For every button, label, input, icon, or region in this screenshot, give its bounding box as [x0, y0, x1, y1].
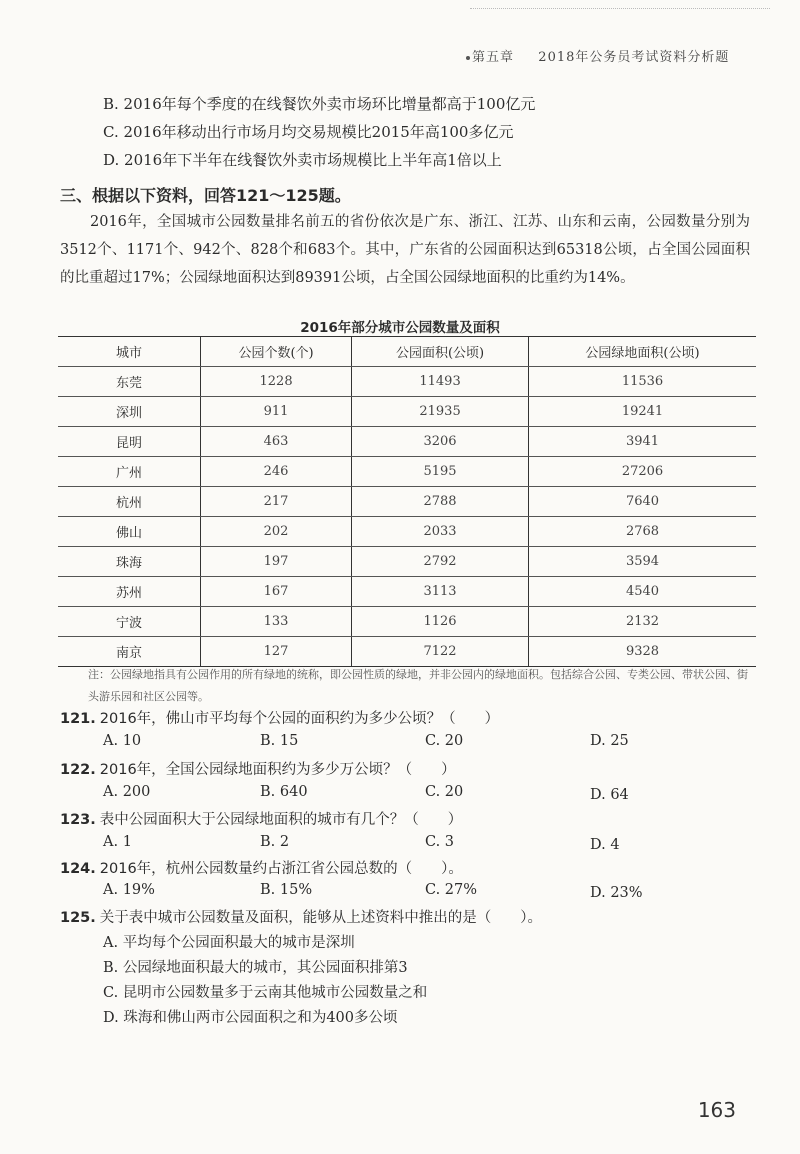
table-title: 2016年部分城市公园数量及面积 — [300, 320, 500, 336]
question-number: 123. — [60, 812, 96, 828]
col-header-park-area: 公园面积(公顷) — [352, 337, 529, 367]
green-area-cell: 3941 — [528, 427, 756, 457]
question-123 — [60, 808, 462, 829]
question-text: 表中公园面积大于公园绿地面积的城市有几个？（ ） — [99, 812, 463, 828]
table-row — [58, 397, 756, 427]
q124-option-a: A. 19% — [103, 882, 155, 898]
green-area-cell: 2768 — [528, 517, 756, 547]
table-row — [58, 517, 756, 547]
city-cell: 广州 — [58, 457, 201, 487]
q123-option-d: D. 4 — [590, 837, 620, 853]
park-count-cell: 197 — [201, 547, 352, 577]
q122-option-d: D. 64 — [590, 787, 629, 803]
q125-option-c: C. 昆明市公园数量多于云南其他城市公园数量之和 — [103, 985, 428, 1001]
col-header-park-count: 公园个数(个) — [201, 337, 352, 367]
book-title: 2018年公务员考试资料分析题 — [538, 50, 730, 65]
q125-option-d: D. 珠海和佛山两市公园面积之和为400多公顷 — [103, 1010, 398, 1026]
table-row — [58, 607, 756, 637]
table-row — [58, 367, 756, 397]
table-row — [58, 637, 756, 667]
city-cell: 珠海 — [58, 547, 201, 577]
park-area-cell: 3113 — [352, 577, 529, 607]
q124-option-b: B. 15% — [260, 882, 313, 898]
table-note: 注：公园绿地指具有公园作用的所有绿地的统称，即公园性质的绿地，并非公园内的绿地面积。包括综合公园、专类公园、带状公园、街头游乐园和社区公园等。 — [88, 668, 748, 703]
header-bullet-icon — [466, 56, 470, 60]
park-count-cell: 202 — [201, 517, 352, 547]
q124-option-d: D. 23% — [590, 885, 643, 901]
table-header-row — [58, 337, 756, 367]
park-count-cell: 463 — [201, 427, 352, 457]
q122-option-b: B. 640 — [260, 784, 308, 800]
park-area-cell: 3206 — [352, 427, 529, 457]
park-area-cell: 2788 — [352, 487, 529, 517]
question-121 — [60, 707, 499, 728]
q121-option-d: D. 25 — [590, 733, 629, 749]
q125-option-b: B. 公园绿地面积最大的城市，其公园面积排第3 — [103, 960, 408, 976]
green-area-cell: 3594 — [528, 547, 756, 577]
question-124 — [60, 857, 463, 878]
table-row — [58, 487, 756, 517]
green-area-cell: 9328 — [528, 637, 756, 667]
section-title: 三、根据以下资料，回答121～125题。 — [60, 186, 351, 205]
question-text: 2016年，杭州公园数量约占浙江省公园总数的（ ）。 — [99, 861, 463, 877]
city-cell: 苏州 — [58, 577, 201, 607]
question-125 — [60, 906, 542, 927]
prev-option-d: D. 2016年下半年在线餐饮外卖市场规模比上半年高1倍以上 — [103, 151, 502, 169]
green-area-cell: 27206 — [528, 457, 756, 487]
green-area-cell: 11536 — [528, 367, 756, 397]
question-number: 122. — [60, 762, 96, 778]
park-count-cell: 167 — [201, 577, 352, 607]
park-area-cell: 1126 — [352, 607, 529, 637]
page-number: 163 — [697, 1098, 736, 1122]
table-row — [58, 577, 756, 607]
q123-option-c: C. 3 — [425, 834, 455, 850]
park-count-cell: 217 — [201, 487, 352, 517]
col-header-green-area: 公园绿地面积(公顷) — [528, 337, 756, 367]
question-text: 关于表中城市公园数量及面积，能够从上述资料中推出的是（ ）。 — [99, 910, 543, 926]
city-cell: 昆明 — [58, 427, 201, 457]
park-area-cell: 21935 — [352, 397, 529, 427]
question-number: 125. — [60, 910, 96, 926]
park-count-cell: 246 — [201, 457, 352, 487]
park-area-cell: 2033 — [352, 517, 529, 547]
col-header-city: 城市 — [58, 337, 201, 367]
q122-option-c: C. 20 — [425, 784, 464, 800]
park-area-cell: 7122 — [352, 637, 529, 667]
green-area-cell: 4540 — [528, 577, 756, 607]
top-divider — [470, 8, 770, 9]
park-area-cell: 2792 — [352, 547, 529, 577]
question-text: 2016年，全国公园绿地面积约为多少万公顷？（ ） — [99, 762, 456, 778]
green-area-cell: 2132 — [528, 607, 756, 637]
park-count-cell: 911 — [201, 397, 352, 427]
park-count-cell: 127 — [201, 637, 352, 667]
question-number: 124. — [60, 861, 96, 877]
city-cell: 宁波 — [58, 607, 201, 637]
park-area-cell: 11493 — [352, 367, 529, 397]
table-row — [58, 457, 756, 487]
city-cell: 东莞 — [58, 367, 201, 397]
park-data-table — [58, 336, 756, 667]
q124-option-c: C. 27% — [425, 882, 478, 898]
q121-option-b: B. 15 — [260, 733, 299, 749]
city-cell: 南京 — [58, 637, 201, 667]
chapter-label: 第五章 — [472, 50, 515, 65]
q125-option-a: A. 平均每个公园面积最大的城市是深圳 — [103, 935, 355, 951]
city-cell: 杭州 — [58, 487, 201, 517]
park-count-cell: 1228 — [201, 367, 352, 397]
green-area-cell: 19241 — [528, 397, 756, 427]
table-row — [58, 427, 756, 457]
city-cell: 佛山 — [58, 517, 201, 547]
q122-option-a: A. 200 — [103, 784, 151, 800]
prev-option-b: B. 2016年每个季度的在线餐饮外卖市场环比增量都高于100亿元 — [103, 95, 536, 113]
question-number: 121. — [60, 711, 96, 727]
question-text: 2016年，佛山市平均每个公园的面积约为多少公顷？（ ） — [99, 711, 500, 727]
park-count-cell: 133 — [201, 607, 352, 637]
q123-option-b: B. 2 — [260, 834, 290, 850]
q123-option-a: A. 1 — [103, 834, 132, 850]
green-area-cell: 7640 — [528, 487, 756, 517]
section-paragraph — [60, 208, 750, 292]
table-row — [58, 547, 756, 577]
q121-option-a: A. 10 — [103, 733, 142, 749]
city-cell: 深圳 — [58, 397, 201, 427]
running-header — [472, 46, 729, 65]
park-area-cell: 5195 — [352, 457, 529, 487]
question-122 — [60, 758, 456, 779]
q121-option-c: C. 20 — [425, 733, 464, 749]
paragraph-text: 2016年，全国城市公园数量排名前五的省份依次是广东、浙江、江苏、山东和云南，公园数量分别为3512个、1171个、942个、828个和683个。其中，广东省的公园面积达到65318公顷，占全国公园面积的比重超过17%；公园绿地面积达到89391公顷，占全国公园绿地面积的比重约为14%。 — [60, 214, 750, 286]
prev-option-c: C. 2016年移动出行市场月均交易规模比2015年高100多亿元 — [103, 123, 514, 141]
